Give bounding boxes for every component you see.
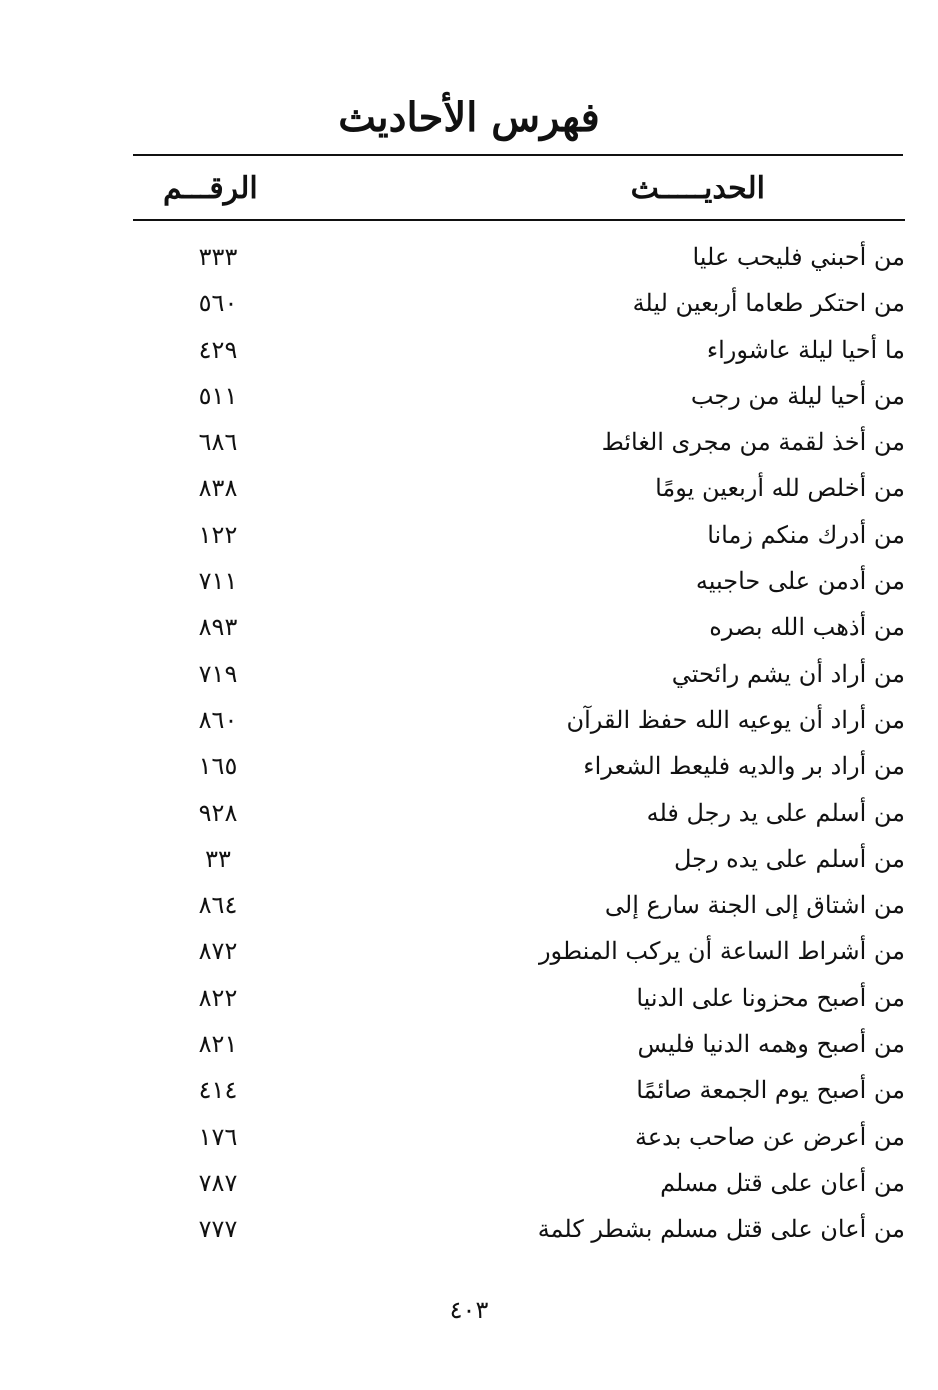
- hadith-number: ١٢٢: [198, 520, 238, 549]
- index-row: [133, 651, 905, 697]
- index-row: [133, 975, 905, 1021]
- hadith-number: ٤١٤: [198, 1076, 238, 1105]
- table-header: [133, 162, 905, 216]
- hadith-number: ٨٦٤: [198, 891, 238, 920]
- hadith-text: ما أحيا ليلة عاشوراء: [706, 335, 905, 364]
- index-row: [133, 1160, 905, 1206]
- hadith-text: من أدمن على حاجبيه: [695, 567, 905, 596]
- index-row: [133, 1021, 905, 1067]
- hadith-number: ٧٨٧: [198, 1168, 238, 1197]
- hadith-text: من أعان على قتل مسلم: [660, 1168, 905, 1197]
- index-row: [133, 604, 905, 650]
- hadith-text: من أسلم على يد رجل فله: [646, 798, 905, 827]
- hadith-text: من أعرض عن صاحب بدعة: [634, 1122, 905, 1151]
- hadith-text: من أراد أن يشم رائحتي: [671, 659, 905, 688]
- hadith-number: ٧٧٧: [198, 1215, 238, 1244]
- hadith-number: ٥١١: [198, 381, 238, 410]
- index-row: [133, 419, 905, 465]
- hadith-text: من أصبح يوم الجمعة صائمًا: [636, 1076, 905, 1105]
- index-row: [133, 882, 905, 928]
- index-row: [133, 465, 905, 511]
- hadith-text: من أعان على قتل مسلم بشطر كلمة: [537, 1215, 905, 1244]
- hadith-text: من احتكر طعاما أربعين ليلة: [632, 289, 905, 318]
- hadith-number: ٣٣٣: [198, 243, 238, 271]
- hadith-text: من أدرك منكم زمانا: [707, 520, 905, 549]
- hadith-text: من أراد بر والديه فليعط الشعراء: [583, 752, 905, 781]
- hadith-number: ٨٣٨: [198, 474, 238, 503]
- hadith-number: ٨٦٠: [198, 705, 238, 734]
- hadith-number: ٨٢١: [198, 1030, 238, 1059]
- page-title: فهرس الأحاديث: [338, 94, 600, 141]
- hadith-number: ٥٦٠: [198, 289, 238, 318]
- hadith-number: ٨٧٢: [198, 937, 238, 966]
- hadith-text: من أحيا ليلة من رجب: [690, 381, 905, 410]
- hadith-text: من أحبني فليحب عليا: [692, 243, 905, 271]
- hadith-text: من اشتاق إلى الجنة سارع إلى: [604, 891, 905, 920]
- hadith-number: ٦٨٦: [198, 428, 238, 457]
- index-row: [133, 558, 905, 604]
- index-row: [133, 1114, 905, 1160]
- hadith-number: ١٦٥: [198, 752, 238, 781]
- index-row: [133, 743, 905, 789]
- page-number: ٤٠٣: [449, 1296, 489, 1324]
- hadith-text: من أصبح محزونا على الدنيا: [636, 983, 905, 1012]
- hadith-number: ٧١١: [198, 567, 238, 596]
- header-top-rule: [133, 154, 903, 156]
- index-row: [133, 373, 905, 419]
- hadith-number: ٤٢٩: [198, 335, 238, 364]
- index-row: [133, 280, 905, 326]
- header-number: الرقـــم: [163, 171, 258, 206]
- hadith-text: من أخذ لقمة من مجرى الغائط: [601, 428, 905, 457]
- index-row: [133, 327, 905, 373]
- hadith-text: من أراد أن يوعيه الله حفظ القرآن: [566, 705, 905, 734]
- index-row: [133, 697, 905, 743]
- index-list: [133, 234, 905, 1253]
- hadith-number: ٩٢٨: [198, 798, 238, 827]
- hadith-number: ٣٣: [205, 844, 231, 873]
- hadith-number: ٨٩٣: [198, 613, 238, 642]
- header-bottom-rule: [133, 219, 905, 221]
- hadith-text: من أصبح وهمه الدنيا فليس: [637, 1030, 905, 1059]
- hadith-number: ٨٢٢: [198, 983, 238, 1012]
- hadith-text: من أذهب الله بصره: [709, 613, 905, 642]
- hadith-number: ١٧٦: [198, 1122, 238, 1151]
- hadith-text: من أخلص لله أربعين يومًا: [655, 474, 905, 503]
- index-row: [133, 928, 905, 974]
- hadith-text: من أشراط الساعة أن يركب المنطور: [538, 937, 905, 966]
- index-row: [133, 836, 905, 882]
- header-hadith: الحديـــــث: [630, 171, 765, 206]
- hadith-number: ٧١٩: [198, 659, 238, 688]
- index-row: [133, 1206, 905, 1252]
- index-row: [133, 790, 905, 836]
- index-row: [133, 234, 905, 280]
- index-row: [133, 512, 905, 558]
- index-row: [133, 1067, 905, 1113]
- hadith-text: من أسلم على يده رجل: [673, 844, 905, 873]
